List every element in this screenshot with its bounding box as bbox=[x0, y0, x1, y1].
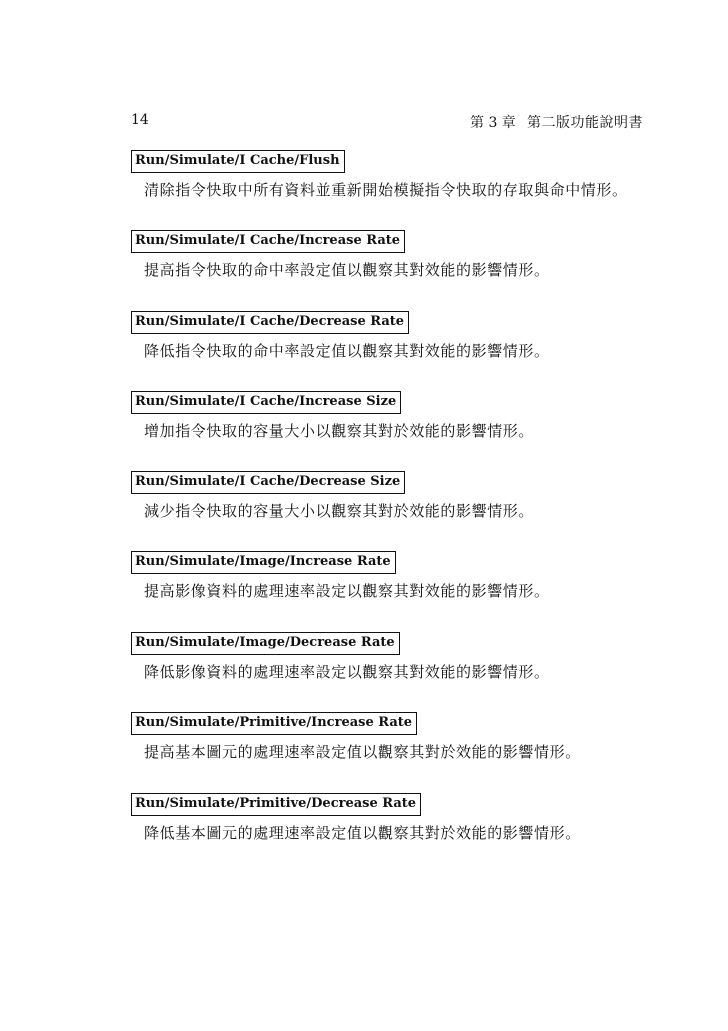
menu-command-box: Run/Simulate/I Cache/Decrease Size bbox=[131, 471, 405, 494]
chapter-title: 第二版功能說明書 bbox=[527, 115, 643, 131]
menu-entry-image-decrease-rate bbox=[131, 631, 550, 681]
menu-entry-icache-increase-rate bbox=[131, 229, 550, 279]
menu-command-box: Run/Simulate/I Cache/Increase Size bbox=[131, 391, 401, 414]
menu-command-box: Run/Simulate/Image/Increase Rate bbox=[131, 551, 396, 574]
menu-entry-image-increase-rate bbox=[131, 550, 550, 600]
menu-command-box: Run/Simulate/Primitive/Decrease Rate bbox=[131, 793, 421, 816]
menu-command-description: 清除指令快取中所有資料並重新開始模擬指令快取的存取與命中情形。 bbox=[144, 181, 628, 199]
menu-command-box: Run/Simulate/Primitive/Increase Rate bbox=[131, 712, 417, 735]
menu-command-description: 提高基本圖元的處理速率設定值以觀察其對於效能的影響情形。 bbox=[144, 743, 581, 761]
menu-entry-icache-increase-size bbox=[131, 390, 534, 440]
chapter-number: 第 3 章 bbox=[470, 115, 516, 131]
menu-command-description: 增加指令快取的容量大小以觀察其對於效能的影響情形。 bbox=[144, 422, 535, 440]
menu-command-description: 降低基本圖元的處理速率設定值以觀察其對於效能的影響情形。 bbox=[144, 824, 581, 842]
page-number: 14 bbox=[131, 112, 149, 128]
menu-entry-icache-flush bbox=[131, 149, 628, 199]
menu-command-description: 減少指令快取的容量大小以觀察其對於效能的影響情形。 bbox=[144, 502, 535, 520]
menu-command-description: 提高影像資料的處理速率設定以觀察其對效能的影響情形。 bbox=[144, 582, 550, 600]
menu-command-description: 提高指令快取的命中率設定值以觀察其對效能的影響情形。 bbox=[144, 261, 550, 279]
menu-command-box: Run/Simulate/Image/Decrease Rate bbox=[131, 632, 400, 655]
menu-command-description: 降低指令快取的命中率設定值以觀察其對效能的影響情形。 bbox=[144, 342, 550, 360]
menu-command-box: Run/Simulate/I Cache/Increase Rate bbox=[131, 230, 405, 253]
menu-command-description: 降低影像資料的處理速率設定以觀察其對效能的影響情形。 bbox=[144, 663, 550, 681]
menu-entry-primitive-decrease-rate bbox=[131, 792, 581, 842]
menu-command-box: Run/Simulate/I Cache/Flush bbox=[131, 150, 345, 173]
menu-command-box: Run/Simulate/I Cache/Decrease Rate bbox=[131, 311, 409, 334]
menu-entry-primitive-increase-rate bbox=[131, 711, 581, 761]
menu-entry-icache-decrease-size bbox=[131, 470, 534, 520]
running-header bbox=[131, 112, 643, 132]
menu-entry-icache-decrease-rate bbox=[131, 310, 550, 360]
